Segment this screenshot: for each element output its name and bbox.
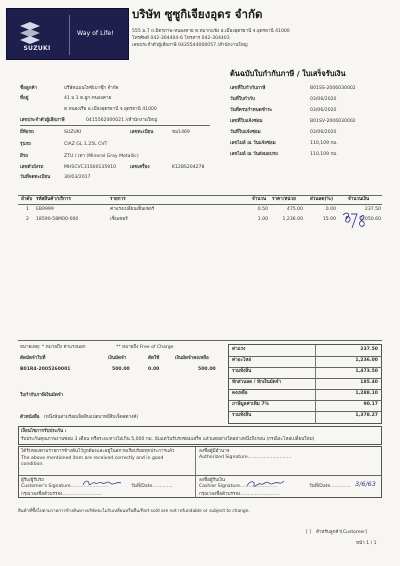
customer-address-line2: ต.หนองเรือ อ.เมืองอุดรธานี จ.อุดรธานี 41000: [64, 107, 157, 112]
received-thai: ได้รับของตามรายการข้างต้นไว้ถูกต้องและอยู่ในสภาพเรียบร้อยทุกประการแล้ว: [21, 449, 175, 454]
summary-label: หักส่วนลด / หักเงินมัดจำ: [232, 380, 282, 385]
customer-taxid-label: เลขประจำตัวผู้เสียภาษี: [20, 118, 65, 123]
signature-divider: [195, 447, 196, 498]
summary-value: 185.40: [360, 380, 378, 385]
suzuki-s-logo-icon: [17, 21, 43, 45]
customer-taxid-value: 0415562000021 //สำนักงานใหญ่: [86, 118, 158, 123]
doc-info-label: วันที่ครบกำหนดชำระ: [230, 108, 273, 113]
deposit-remaining-label: เงินมัดจำคงเหลือ: [175, 356, 209, 361]
summary-row-rule: [229, 367, 382, 368]
deposit-used-value: 0.00: [148, 367, 160, 372]
deposit-tax-invoice-label: ใบกำกับภาษีเงินมัดจำ: [20, 393, 64, 398]
summary-divider: [315, 345, 316, 424]
cashier-confirm-line: กรุณาลงชื่อตัวบรรจง...........................: [199, 492, 280, 497]
summary-box: [228, 344, 382, 424]
cell-amount: 237.50: [364, 207, 381, 212]
chassis-value: MHSCVC31S00135910: [64, 165, 117, 170]
amount-words-value: (หนึ่งพันสามร้อยเจ็ดสิบแปดบาทยี่สิบเจ็ดสตางค์): [44, 415, 139, 420]
free-charge-note: ** หมายถึง Free of Charge: [116, 345, 174, 350]
col-header-desc: รายการ: [110, 197, 126, 202]
cell-amount: 1,050.60: [360, 217, 381, 222]
cell-unit-price: 1,236.00: [282, 217, 303, 222]
deposit-amount-value: 500.00: [112, 367, 130, 372]
customer-divider: [20, 125, 210, 126]
customer-signature-scribble: [81, 477, 127, 489]
doc-info-label: วันที่ใบแจ้งซ่อม: [230, 130, 261, 135]
cell-desc: ค่าแรงเปลี่ยนเซ็นเซอร์: [110, 207, 155, 212]
customer-address-line1: 41 ม.1 ต.ผูก-หนองคาย: [64, 96, 112, 101]
customer-confirm-line: กรุณาลงชื่อตัวบรรจง...........................: [21, 492, 102, 497]
received-eng-1: The above mentioned item are received correctly and in good: [21, 456, 164, 461]
reg-date-label: วันที่จดทะเบียน: [20, 175, 51, 180]
cell-qty: 0.50: [257, 207, 268, 212]
doc-info-value: 03/06/2020: [310, 130, 337, 135]
reg-date-value: 30/03/2017: [64, 175, 91, 180]
doc-info-value: B01SS-2006030002: [310, 86, 356, 91]
company-logo: [6, 8, 129, 60]
summary-label: คงเหลือ: [232, 391, 248, 396]
summary-value: 90.17: [363, 402, 378, 407]
customer-sig-label: ผู้รับ/ผู้รับรถ: [21, 478, 44, 483]
cashier-label: ลงชื่อผู้รับเงิน: [199, 478, 225, 483]
summary-value: 1,378.27: [355, 413, 378, 418]
customer-date-line: วันที่/Date..............: [131, 484, 173, 489]
doc-info-value: 03/06/2020: [310, 108, 337, 113]
footer-disclaimer: สินค้าที่ซื้อไปตามรายการข้างต้นทางบริษัทจะไม่รับเปลี่ยนหรือคืน/Part sold are not refundable or subject to change.: [18, 509, 250, 514]
deposit-balance-label: เงินมัดจำ: [108, 356, 127, 361]
document-title: ต้นฉบับใบกำกับภาษี / ใบเสร็จรับเงิน: [230, 69, 346, 78]
handwritten-note-878: [340, 210, 366, 234]
color-label: สีรถ: [20, 154, 29, 159]
warranty-box: [18, 426, 382, 445]
doc-info-label: เลขไมล์ ณ วันแจ้งซ่อม: [230, 141, 276, 146]
summary-value: 1,236.00: [355, 358, 378, 363]
cell-discount: 0.00: [325, 207, 336, 212]
cashier-date-line: วันที่/Date..............: [309, 484, 351, 489]
received-eng-2: condition.: [21, 462, 44, 467]
customer-signature-line: Customer's Signature..........................: [21, 484, 109, 489]
summary-row-rule: [229, 389, 382, 390]
company-address: 555 ม.7 ถ.มิตรภาพ-หนองคาย ต.หมากแข้ง อ.เมืองอุดรธานี จ.อุดรธานี 41000: [132, 29, 290, 34]
summary-value: 1,288.10: [355, 391, 378, 396]
company-name: บริษัท ซูซูกิเจียงอุดร จำกัด: [132, 7, 263, 21]
logo-tagline: Way of Life!: [77, 30, 114, 37]
warranty-title: เงื่อนไขการรับประกัน :: [21, 429, 67, 434]
authorized-label: ลงชื่อผู้มีอำนาจ: [199, 449, 230, 454]
cell-code: EB9999: [36, 207, 54, 212]
summary-row-rule: [229, 411, 382, 412]
doc-info-label: เลขไมล์ ณ วันส่งมอบรถ: [230, 152, 278, 157]
engine-label: เลขเครื่อง: [130, 165, 150, 170]
cashier-signature-line: Cashier Signature..........................: [199, 484, 278, 489]
company-tax-id: เลขประจำตัวผู้เสียภาษี 0435544000057 /สำนักงานใหญ่: [132, 43, 248, 48]
chassis-label: เลขตัวถังรถ: [20, 165, 44, 170]
summary-label: ค่าอะไหล่: [232, 358, 252, 363]
amount-words-label: ตัวหนังสือ: [20, 415, 40, 420]
col-header-amount: จำนวนเงิน: [348, 197, 370, 202]
col-header-discount: ส่วนลด(%): [310, 197, 334, 202]
brand-value: SUZUKI: [64, 130, 82, 135]
doc-info-value: 110,109 กม.: [310, 152, 338, 157]
signature-hdivider: [19, 475, 382, 476]
table-header-rule: [18, 204, 382, 205]
summary-label: ภาษีมูลค่าเพิ่ม 7%: [232, 402, 270, 407]
logo-wordmark: SUZUKI: [23, 45, 51, 52]
doc-info-label: เลขที่ใบแจ้งซ่อม: [230, 119, 263, 124]
note-line: หมายเหตุ: * หมายถึง ค่าแรงนอก: [20, 345, 86, 350]
doc-info-value: B01SV-2006030002: [310, 119, 356, 124]
cashier-signature-scribble: [245, 477, 285, 491]
engine-value: K12BS204278: [172, 165, 205, 170]
summary-value: 237.50: [360, 347, 378, 352]
warranty-text: รับประกันคุณภาพงานซ่อม 3 เดือน หรือระยะทางไม่เกิน 5,000 กม. นับแต่วันรับรถซ่อมเสร็จ แล้วแต่อย่างใดอย่างหนึ่งถึงก่อน (กรณีอะไหล่เปลี่ยนใหม่): [21, 437, 315, 442]
customer-name-value: บริษัทแมนไทซ์เบาชุ๊ก จำกัด: [64, 86, 119, 91]
doc-info-label: วันที่ใบกำกับ: [230, 97, 255, 102]
summary-label: รวมทั้งสิ้น: [232, 369, 252, 374]
cell-qty: 1.00: [257, 217, 268, 222]
summary-row-rule: [229, 400, 382, 401]
copy-checkbox: [ ]: [306, 530, 312, 535]
cell-code: 18590-58M00-000: [36, 217, 79, 222]
table-top-rule: [18, 195, 382, 196]
col-header-qty: จำนวน: [252, 197, 267, 202]
summary-label: ค่าแรง: [232, 347, 246, 352]
col-header-no: ลำดับ: [21, 197, 33, 202]
logo-divider: [69, 15, 70, 55]
summary-value: 1,473.50: [355, 369, 378, 374]
customer-name-label: ชื่อลูกค้า: [20, 86, 38, 91]
col-header-code: รหัสสินค้า/บริการ: [36, 197, 71, 202]
doc-info-value: 110,109 กม.: [310, 141, 338, 146]
cell-no: 1: [26, 207, 29, 212]
brand-label: ยี่ห้อรถ: [20, 130, 34, 135]
summary-label: รวมทั้งสิ้น: [232, 413, 252, 418]
doc-info-label: เลขที่ใบกำกับภาษี: [230, 86, 266, 91]
color-value: ZTU / เทา (Mineral Gray Metallic): [64, 154, 139, 159]
deposit-no-value: B01R4-2005260001: [20, 367, 71, 372]
plate-label: เลขทะเบียน: [130, 130, 154, 135]
cell-unit-price: 475.00: [286, 207, 303, 212]
deposit-used-label: ตัดใช้: [148, 356, 160, 361]
deposit-no-label: ตัดมัดจำใบที่: [20, 356, 46, 361]
customer-address-label: ที่อยู่: [20, 96, 29, 101]
model-value: CIAZ GL 1.25L CVT: [64, 142, 108, 147]
cashier-handwritten-date: 3/6/63: [355, 480, 376, 488]
signature-box: [18, 446, 382, 498]
doc-info-value: 03/06/2020: [310, 97, 337, 102]
page-number: หน้า 1 / 1: [356, 541, 377, 546]
company-phone: โทรศัพท์ 042-304404-6 โทรสาร 042-304403: [132, 36, 230, 41]
plate-value: ขม1469: [172, 130, 190, 135]
cell-desc: เซ็นเซอร์: [110, 217, 128, 222]
col-header-unit-price: ราคา/หน่วย: [272, 197, 296, 202]
deposit-remaining-value: 500.00: [198, 367, 216, 372]
copy-label: สำหรับลูกค้า[Customer]: [316, 530, 367, 535]
summary-row-rule: [229, 378, 382, 379]
summary-row-rule: [229, 356, 382, 357]
table-bottom-rule: [18, 340, 382, 341]
authorized-signature-line: Authorized Signature..............................: [199, 455, 292, 460]
cell-discount: 15.00: [322, 217, 336, 222]
model-label: รุ่นรถ: [20, 142, 31, 147]
cell-no: 2: [26, 217, 29, 222]
